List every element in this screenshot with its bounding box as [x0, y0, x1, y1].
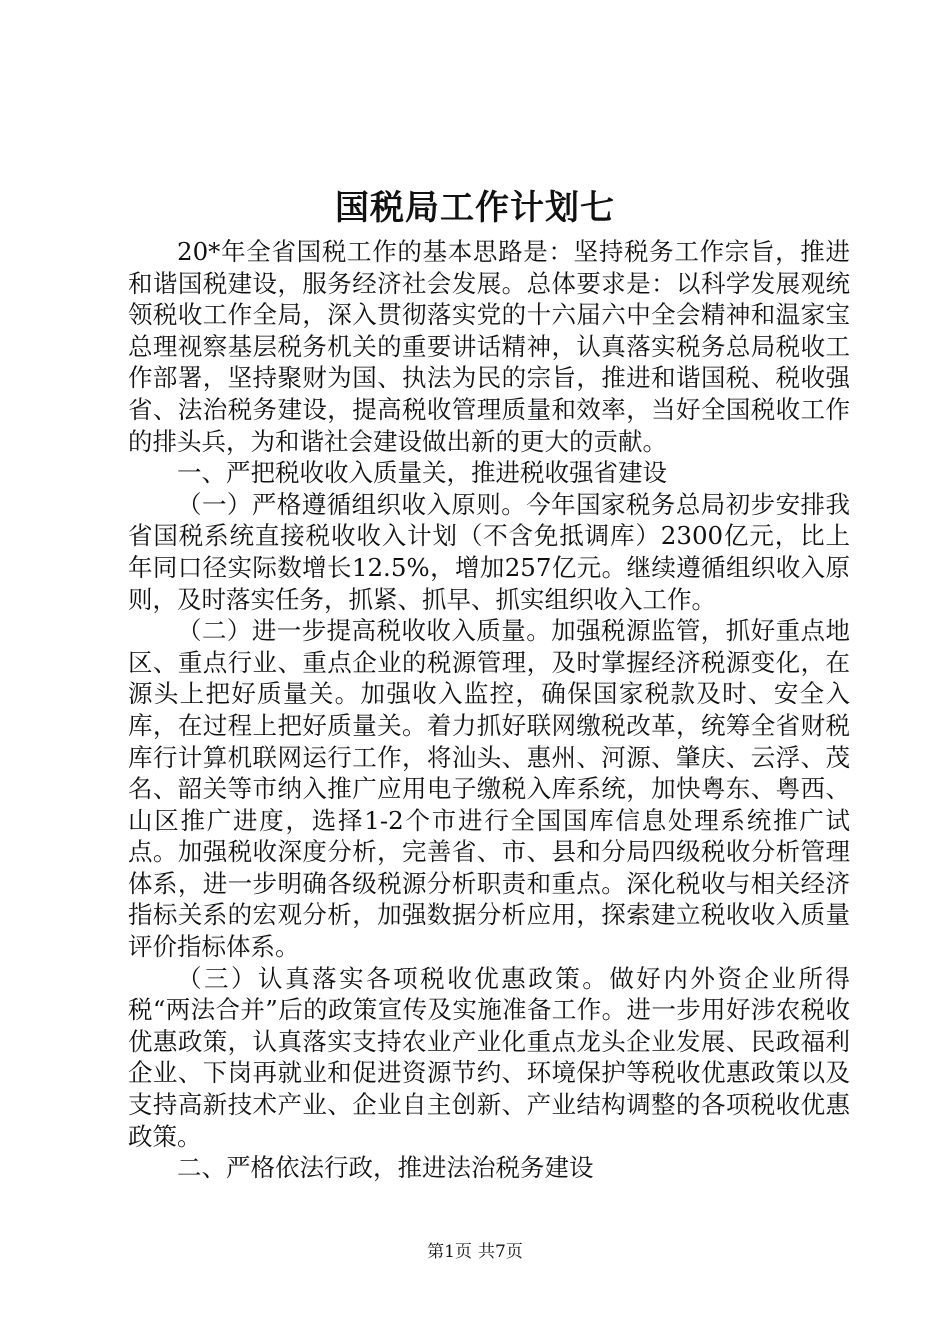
page-total: 共7页 [478, 1242, 523, 1262]
paragraph-intro: 20*年全省国税工作的基本思路是：坚持税务工作宗旨，推进和谐国税建设，服务经济社会发展。总体要求是：以科学发展观统领税收工作全局，深入贯彻落实党的十六届六中全会精神和温家宝总理视察基层税务机关的重要讲话精神，认真落实税务总局税收工作部署，坚持聚财为国、执法为民的宗旨，推进和谐国税、税收强省、法治税务建设，提高税收管理质量和效率，当好全国税收工作的排头兵，为和谐社会建设做出新的更大的贡献。 [128, 237, 850, 456]
paragraph-1-2: （二）进一步提高税收收入质量。加强税源监管，抓好重点地区、重点行业、重点企业的税源管理，及时掌握经济税源变化，在源头上把好质量关。加强收入监控，确保国家税款及时、安全入库，在过程上把好质量关。着力抓好联网缴税改革，统筹全省财税库行计算机联网运行工作，将汕头、惠州、河源、肇庆、云浮、茂名、韶关等市纳入推广应用电子缴税入库系统，加快粤东、粤西、山区推广进度，选择1-2个市进行全国国库信息处理系统推广试点。加强税收深度分析，完善省、市、县和分局四级税收分析管理体系，进一步明确各级税源分析职责和重点。深化税收与相关经济指标关系的宏观分析，加强数据分析应用，探索建立税收收入质量评价指标体系。 [128, 616, 850, 962]
page-number: 第1页 [427, 1242, 472, 1262]
document-body [128, 236, 850, 1184]
paragraph-1-3: （三）认真落实各项税收优惠政策。做好内外资企业所得税“两法合并”后的政策宣传及实施准备工作。进一步用好涉农税收优惠政策，认真落实支持农业产业化重点龙头企业发展、民政福利企业、下岗再就业和促进资源节约、环境保护等税收优惠政策以及支持高新技术产业、企业自主创新、产业结构调整的各项税收优惠政策。 [128, 963, 850, 1151]
section-heading-2: 二、严格依法行政，推进法治税务建设 [177, 1153, 594, 1183]
paragraph-1-1: （一）严格遵循组织收入原则。今年国家税务总局初步安排我省国税系统直接税收收入计划（不含免抵调库）2300亿元，比上年同口径实际数增长12.5%，增加257亿元。继续遵循组织收入原则，及时落实任务，抓紧、抓早、抓实组织收入工作。 [128, 489, 850, 614]
document-title: 国税局工作计划七 [335, 188, 615, 228]
page-footer [0, 1241, 950, 1263]
section-heading-1: 一、严把税收收入质量关，推进税收强省建设 [177, 458, 667, 488]
